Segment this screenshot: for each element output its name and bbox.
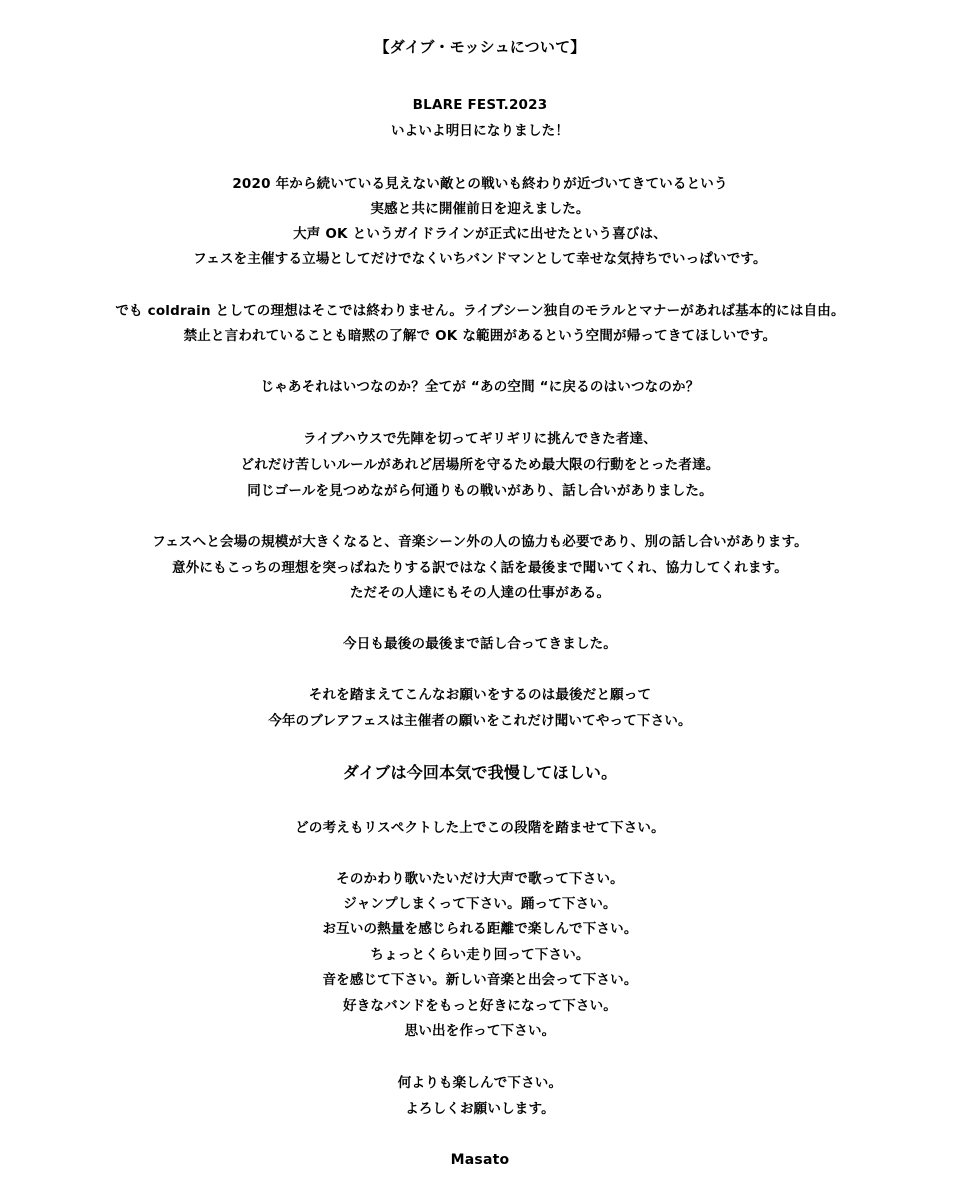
paragraph-5-line-1: フェスへと会場の規模が大きくなると、音楽シーン外の人の協力も必要であり、別の話し合いがあります。 bbox=[152, 534, 808, 550]
paragraph-7-line-1: それを踏まえてこんなお願いをするのは最後だと願って bbox=[308, 687, 652, 703]
paragraph-6-line-1: 今日も最後の最後まで話し合ってきました。 bbox=[343, 636, 617, 652]
paragraph-4-line-2: どれだけ苦しいルールがあれど居場所を守るため最大限の行動をとった者達。 bbox=[240, 457, 720, 473]
paragraph-4-line-3: 同じゴールを見つめながら何通りもの戦いがあり、話し合いがありました。 bbox=[247, 483, 713, 499]
paragraph-8-line-1: どの考えもリスペクトした上でこの段階を踏ませて下さい。 bbox=[295, 820, 665, 836]
paragraph-9-line-6: 好きなバンドをもっと好きになって下さい。 bbox=[343, 998, 617, 1014]
event-name: BLARE FEST.2023 bbox=[412, 97, 548, 113]
paragraph-10-line-1: 何よりも楽しんで下さい。 bbox=[397, 1075, 563, 1091]
emphasis-line: ダイブは今回本気で我慢してほしい。 bbox=[342, 763, 618, 782]
paragraph-1-line-1: 2020 年から続いている見えない敵との戦いも終わりが近づいてきているという bbox=[232, 176, 728, 192]
paragraph-3-line-1: じゃあそれはいつなのか？全てが “あの空間 “に戻るのはいつなのか？ bbox=[260, 379, 700, 395]
paragraph-9-line-2: ジャンプしまくって下さい。踊って下さい。 bbox=[343, 896, 617, 912]
paragraph-9-line-5: 音を感じて下さい。新しい音楽と出会って下さい。 bbox=[322, 972, 638, 988]
paragraph-1-line-2: 実感と共に開催前日を迎えました。 bbox=[370, 201, 590, 217]
signature: Masato bbox=[450, 1152, 510, 1168]
paragraph-1-line-4: フェスを主催する立場としてだけでなくいちバンドマンとして幸せな気持ちでいっぱいです。 bbox=[193, 251, 767, 267]
intro-line: いよいよ明日になりました！ bbox=[390, 123, 570, 139]
paragraph-7-line-2: 今年のブレアフェスは主催者の願いをこれだけ聞いてやって下さい。 bbox=[268, 713, 692, 729]
paragraph-5-line-3: ただその人達にもその人達の仕事がある。 bbox=[349, 585, 611, 601]
paragraph-5-line-2: 意外にもこっちの理想を突っぱねたりする訳ではなく話を最後まで聞いてくれ、協力してくれます。 bbox=[172, 560, 788, 576]
paragraph-10-line-2: よろしくお願いします。 bbox=[405, 1101, 555, 1117]
document-heading: 【ダイブ・モッシュについて】 bbox=[374, 38, 586, 56]
paragraph-4-line-1: ライブハウスで先陣を切ってギリギリに挑んできた者達、 bbox=[303, 431, 657, 447]
paragraph-2-line-1: でも coldrain としての理想はそこでは終わりません。ライブシーン独自のモラルとマナーがあれば基本的には自由。 bbox=[115, 303, 845, 319]
paragraph-1-line-3: 大声 OK というガイドラインが正式に出せたという喜びは、 bbox=[293, 226, 667, 242]
paragraph-9-line-7: 思い出を作って下さい。 bbox=[404, 1023, 556, 1039]
paragraph-9-line-4: ちょっとくらい走り回って下さい。 bbox=[370, 947, 590, 963]
paragraph-2-line-2: 禁止と言われていることも暗黙の了解で OK な範囲があるという空間が帰ってきてほしいです。 bbox=[183, 328, 777, 344]
paragraph-9-line-1: そのかわり歌いたいだけ大声で歌って下さい。 bbox=[336, 871, 624, 887]
paragraph-9-line-3: お互いの熱量を感じられる距離で楽しんで下さい。 bbox=[322, 921, 638, 937]
